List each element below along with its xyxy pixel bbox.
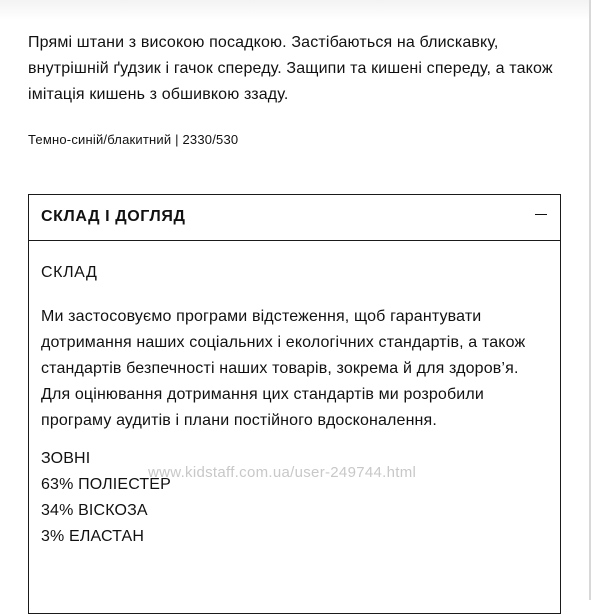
product-description: Прямі штани з високою посадкою. Застібаються на блискавку, внутрішній ґудзик і гачок спереду. Защипи та кишені спереду, а також імітація кишень з обшивкою ззаду.: [28, 34, 553, 103]
accordion-title: СКЛАД І ДОГЛЯД: [41, 207, 186, 225]
section-text: Ми застосовуємо програми відстеження, щоб гарантувати дотримання наших соціальних і екологічних стандартів, а також стандартів безпечності наших товарів, зокрема й для здоров’я. Для оцінювання дотримання цих стандартів ми розробили програму аудитів і плани постійного вдосконалення.: [41, 308, 526, 429]
section-title: СКЛАД: [41, 264, 98, 281]
composition-care-accordion: [28, 194, 561, 614]
accordion-body: [29, 241, 560, 550]
materials-heading: ЗОВНІ: [41, 450, 91, 467]
watermark: www.kidstaff.com.ua/user-249744.html: [148, 464, 417, 481]
material-item: 3% ЕЛАСТАН: [41, 528, 145, 545]
minus-icon[interactable]: [535, 214, 547, 215]
material-item: 34% ВІСКОЗА: [41, 502, 148, 519]
top-shadow: [0, 0, 591, 20]
accordion-header[interactable]: [29, 195, 560, 241]
materials-list: [41, 446, 548, 550]
color-reference: Темно-синій/блакитний | 2330/530: [28, 132, 239, 147]
material-item: 63% ПОЛІЕСТЕР: [41, 476, 171, 493]
